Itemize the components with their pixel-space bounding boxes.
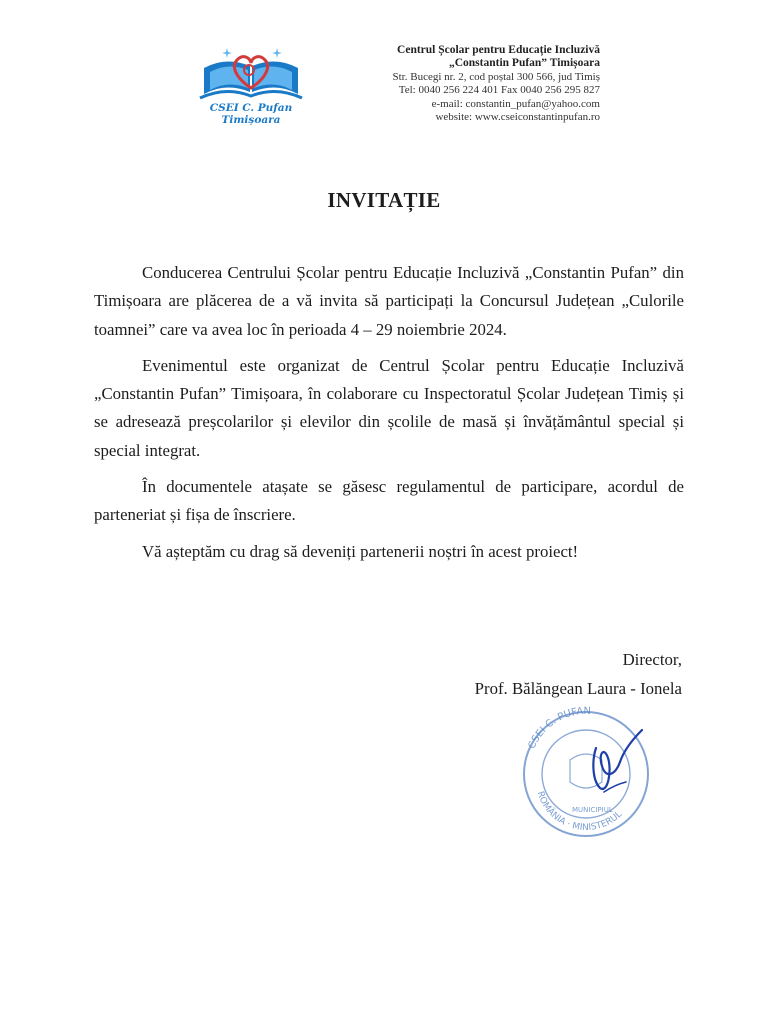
org-name: Centrul Școlar pentru Educație Incluzivă [397, 44, 600, 56]
signature-name: Prof. Bălăngean Laura - Ionela [474, 679, 682, 698]
logo-line1: CSEI C. Pufan [209, 102, 293, 114]
stamp-top-text: CSEI C. PUFAN [526, 705, 592, 751]
org-website: website: www.cseiconstantinpufan.ro [435, 111, 600, 124]
paragraph: Conducerea Centrului Școlar pentru Educație Incluzivă „Constantin Pufan” din Timișoara are plăcerea de a vă invita să participați la Concursul Județean „Culorile toamnei” care va avea loc în perioada 4 – 29 noiembrie 2024. [94, 263, 684, 339]
document-title: INVITAȚIE [327, 188, 441, 212]
org-phone: Tel: 0040 256 224 401 Fax 0040 256 295 827 [398, 84, 600, 97]
org-address: Str. Bucegi nr. 2, cod poștal 300 566, jud Timiș [392, 70, 600, 83]
paragraph: Evenimentul este organizat de Centrul Școlar pentru Educație Incluzivă „Constantin Pufan” Timișoara, în colaborare cu Inspectoratul Școlar Județean Timiș și se adresează preșcolarilor și elevilor din școlile de masă și învățământul special și special integrat. [94, 355, 684, 460]
document-body [94, 259, 684, 566]
stamp-seal-icon [508, 700, 678, 840]
stamp-bottom-text: ROMÂNIA · MINISTERUL [534, 790, 625, 834]
paragraph: Vă așteptăm cu drag să deveniți partenerii noștri în acest proiect! [142, 541, 579, 561]
stamp-center-text: MUNICIPIUL [572, 806, 613, 814]
svg-text:CSEI C. PUFAN [527, 706, 592, 751]
school-logo [196, 44, 306, 130]
org-name-line2: „Constantin Pufan” Timișoara [448, 57, 600, 70]
logo-caption [196, 102, 306, 126]
org-email: e-mail: constantin_pufan@yahoo.com [431, 97, 600, 110]
open-book-heart-icon [196, 44, 306, 104]
letterhead [300, 44, 600, 124]
official-stamp [508, 700, 678, 840]
handwritten-signature [593, 730, 642, 789]
paragraph: În documentele atașate se găsesc regulamentul de participare, acordul de parteneriat și fișa de înscriere. [94, 477, 684, 525]
logo-line2: Timișoara [221, 114, 281, 126]
signature-role: Director, [622, 650, 682, 669]
